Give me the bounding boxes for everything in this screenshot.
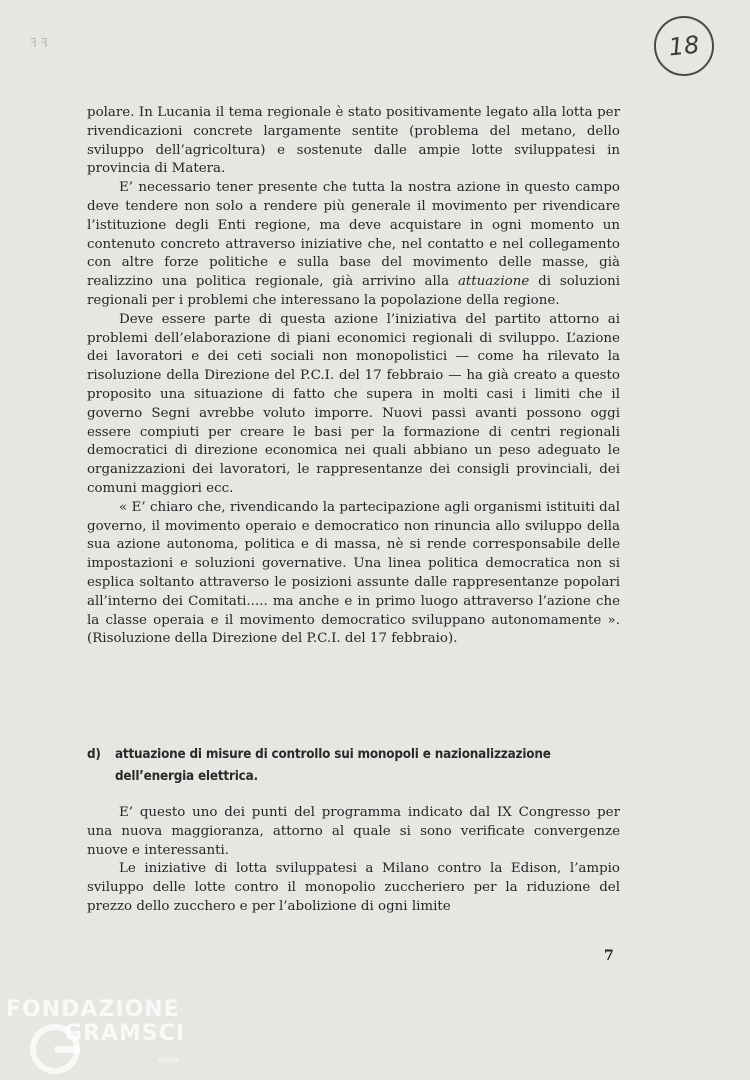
emphasis-word: attuazione bbox=[457, 274, 530, 290]
section-paragraph-1: E’ questo uno dei punti del programma indicato dal IX Congresso per una nuova maggioranza, attorno al quale si sono verificate convergenze nuove e interessanti. bbox=[87, 805, 620, 858]
section-label: d) bbox=[87, 747, 101, 762]
watermark-line1: FONDAZIONE bbox=[6, 997, 180, 1022]
footer-page-number: 7 bbox=[604, 948, 614, 964]
section-heading-line1: attuazione di misure di controllo sui monopoli e nazionalizzazione bbox=[115, 747, 551, 762]
paragraph-1: polare. In Lucania il tema regionale è stato positivamente legato alla lotta per rivendicazioni concrete largamente sentite (problema del metano, dello sviluppo dell’agricoltura) e sostenute dalle ampie lotte sviluppatesi in provincia di Matera. bbox=[87, 105, 620, 177]
watermark-logo-icon bbox=[28, 1022, 82, 1076]
watermark-line2: GRAMSCI bbox=[64, 1021, 186, 1046]
section-body bbox=[87, 804, 620, 917]
watermark-line3: onlus bbox=[158, 1055, 180, 1064]
handwritten-page-number-text: 18 bbox=[667, 30, 701, 62]
handwritten-page-number bbox=[651, 13, 717, 79]
section-paragraph-2: Le iniziative di lotta sviluppatesi a Milano contro la Edison, l’ampio sviluppo delle lotte contro il monopolio zuccheriero per la riduzione del prezzo dello zucchero e per l’abolizione di ogni limite bbox=[87, 861, 620, 914]
paragraph-2: E’ necessario tener presente che tutta la nostra azione in questo campo deve tendere non solo a rendere più generale il movimento per rivendicare l’istituzione degli Enti regione, ma deve acquistare in ogni momento un contenuto concreto attraverso iniziative che, nel contatto e nel collegamento con altre forze politiche e sulla base del movimento delle masse, già realizzino una politica regionale, già arrivino alla attuazione di soluzioni regionali per i problemi che interessano la popolazione della regione. bbox=[87, 180, 620, 308]
body-text bbox=[87, 104, 620, 649]
paragraph-4: « E’ chiaro che, rivendicando la partecipazione agli organismi istituiti dal governo, il movimento operaio e democratico non rinuncia allo sviluppo della sua azione autonoma, politica e di massa, nè si rende corresponsabile delle impostazioni e soluzioni governative. Una linea politica democratica non si esplica soltanto attraverso le posizioni assunte dalle rappresentanze popolari all’interno dei Comitati..... ma anche e in primo luogo attraverso l’azione che la classe operaia e il movimento democratico sviluppano autonomamente ». (Risoluzione della Direzione del P.C.I. del 17 febbraio). bbox=[87, 499, 620, 647]
paragraph-3: Deve essere parte di questa azione l’iniziativa del partito attorno ai problemi dell’elaborazione di piani economici regionali di sviluppo. L’azione dei lavoratori e dei ceti sociali non monopolistici — come ha rilevato la risoluzione della Direzione del P.C.I. del 17 febbraio — ha già creato a questo proposito una situazione di fatto che supera in molti casi i limiti che il governo Segni avrebbe voluto imporre. Nuovi passi avanti possono oggi essere compiuti per creare le basi per la formazione di centri regionali democratici di direzione economica nei quali abbiano un peso adeguato le organizzazioni dei lavoratori, le rappresentanze dei consigli provinciali, dei comuni maggiori ecc. bbox=[87, 311, 620, 496]
corner-mark: ꟻ ꟻ bbox=[30, 36, 48, 50]
section-heading-line2: dell’energia elettrica. bbox=[115, 769, 258, 784]
section-heading bbox=[87, 744, 627, 788]
